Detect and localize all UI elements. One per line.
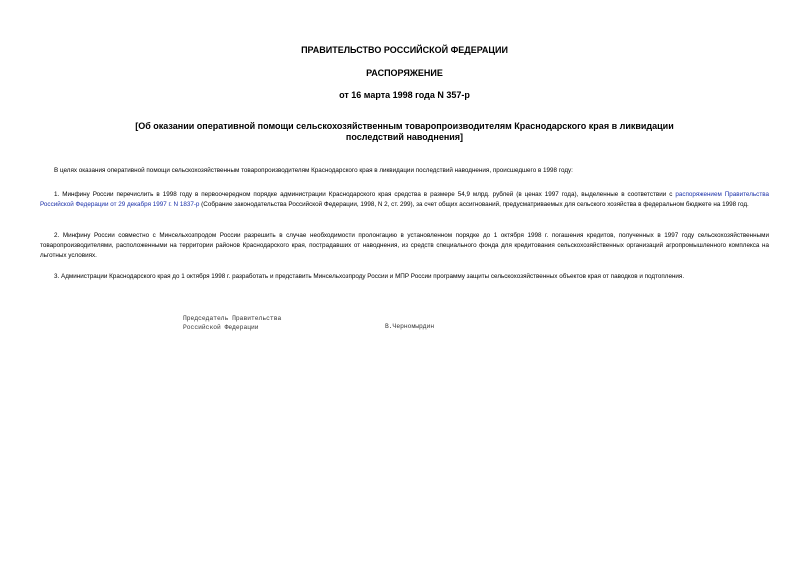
signatory-title: Председатель Правительства Российской Федерации [183,315,282,331]
signatory-name: В.Черномырдин [385,323,435,330]
item-1-text-after: (Собрание законодательства Российской Федерации, 1998, N 2, ст. 299), за счет общих ассигнований, предусматриваемых для сельского хозяйства в федеральном бюджете на 1998 год. [199,201,749,208]
item-1-paragraph [40,190,769,210]
document-subject: [Об оказании оперативной помощи сельскохозяйственным товаропроизводителям Краснодарского края в ликвидации последствий наводнения] [135,121,674,142]
date-number-heading: от 16 марта 1998 года N 357-р [339,90,470,100]
decree-link[interactable]: распоряжением Правительства Российской Федерации от 29 декабря 1997 г. N 1837-р [40,191,769,208]
item-3-paragraph: 3. Администрации Краснодарского края до 1 октября 1998 г. разработать и представить Минсельхозпроду России и МПР России программу защиты сельскохозяйственных объектов края от паводков и подтопления. [54,273,685,280]
item-1-text-before: 1. Минфину России перечислить в 1998 году в первоочередном порядке администрации Краснодарского края средства в размере 54,9 млрд. рублей (в ценах 1997 года), выделенные в соответствии с [54,191,676,198]
item-2-paragraph: 2. Минфину России совместно с Минсельхозпродом России разрешить в случае необходимости пролонгацию в установленном порядке до 1 октября 1998 г. погашения кредитов, полученных в 1997 году сельскохозяйственными товаропроизводителями, расположенными на территории районов Краснодарского края, пострадавших от наводнения, из средств специального фонда для кредитования сельскохозяйственных организаций агропромышленного комплекса на льготных условиях. [40,232,769,259]
issuer-heading: ПРАВИТЕЛЬСТВО РОССИЙСКОЙ ФЕДЕРАЦИИ [301,45,508,55]
intro-paragraph: В целях оказания оперативной помощи сельскохозяйственным товаропроизводителям Краснодарского края в ликвидации последствий наводнения, происшедшего в 1998 году: [54,167,573,174]
document-page [40,0,769,571]
document-type-heading: РАСПОРЯЖЕНИЕ [366,68,443,78]
